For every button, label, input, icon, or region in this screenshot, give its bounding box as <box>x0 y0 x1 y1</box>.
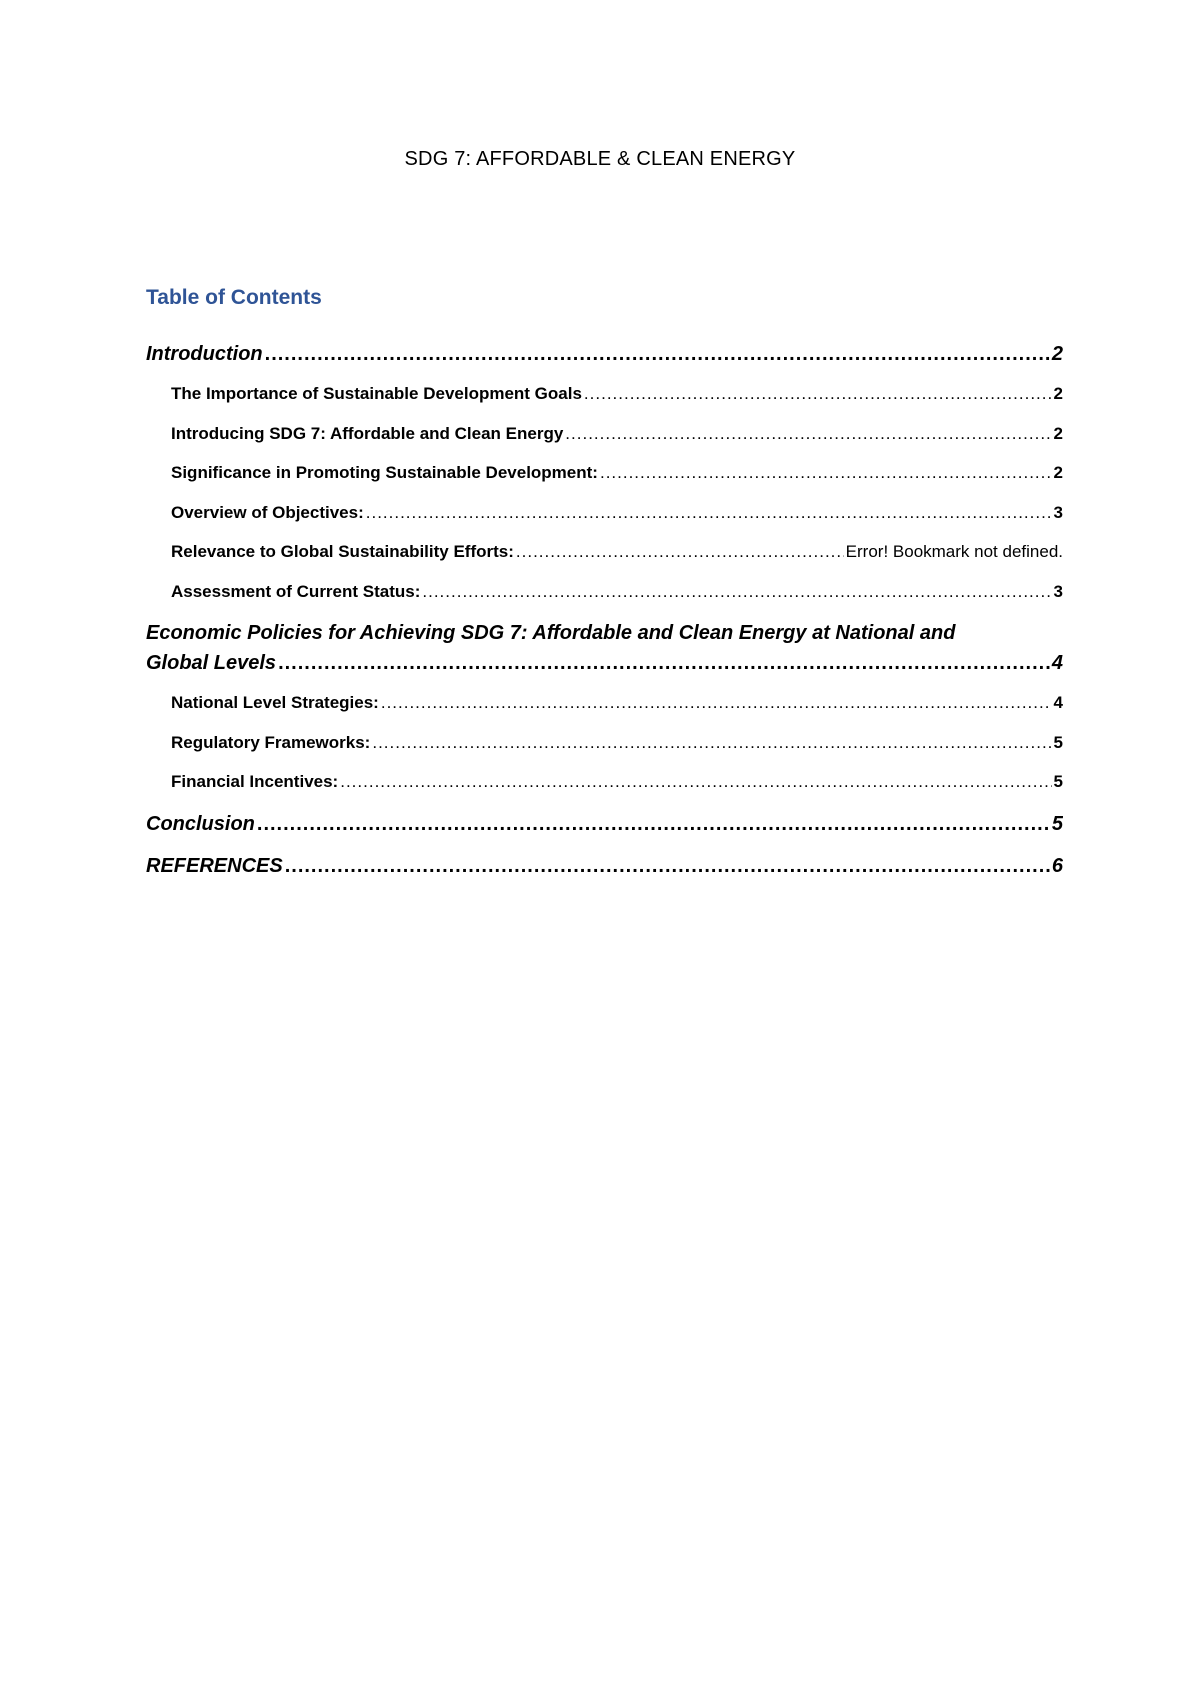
toc-leader <box>257 810 1050 838</box>
toc-leader <box>565 422 1051 446</box>
toc-leader <box>422 580 1051 604</box>
toc-entry-label: Introduction <box>146 343 263 365</box>
toc-page-number: 3 <box>1053 502 1063 522</box>
toc-entry-assessment[interactable] <box>146 580 1063 620</box>
toc-entry-label: National Level Strategies: <box>171 693 379 712</box>
toc-page-number: 4 <box>1051 652 1063 674</box>
toc-entry-label: Financial Incentives: <box>171 772 339 791</box>
toc-heading: Table of Contents <box>146 286 322 309</box>
toc-page-number: 4 <box>1053 693 1063 712</box>
toc-leader <box>340 770 1051 794</box>
toc-leader <box>265 340 1050 368</box>
toc-entry-regulatory-frameworks[interactable] <box>146 731 1063 771</box>
toc-entry-references[interactable] <box>146 852 1063 894</box>
toc-entry-conclusion[interactable] <box>146 810 1063 852</box>
toc-leader <box>381 691 1052 715</box>
toc-entry-label: Regulatory Frameworks: <box>171 732 371 752</box>
toc-entry-financial-incentives[interactable] <box>146 770 1063 810</box>
toc-leader <box>278 649 1050 677</box>
toc-page-number: 2 <box>1051 343 1063 365</box>
toc-entry-significance[interactable] <box>146 461 1063 501</box>
toc-entry-relevance[interactable] <box>146 540 1063 580</box>
toc-entry-label: REFERENCES <box>146 854 283 877</box>
toc-entry-label: Introducing SDG 7: Affordable and Clean Energy <box>171 423 564 443</box>
toc-entry-label: Economic Policies for Achieving SDG 7: Affordable and Clean Energy at National and <box>146 622 956 644</box>
toc-bookmark-error: Error! Bookmark not defined. <box>845 542 1063 561</box>
toc-leader <box>366 501 1052 525</box>
table-of-contents <box>146 340 1063 894</box>
toc-page-number: 2 <box>1053 384 1063 403</box>
toc-page-number: 5 <box>1051 812 1063 835</box>
toc-entry-label: Relevance to Global Sustainability Efforts: <box>171 542 514 561</box>
toc-entry-introducing-sdg7[interactable] <box>146 422 1063 462</box>
toc-entry-importance-of-sdgs[interactable] <box>146 382 1063 422</box>
toc-entry-overview-objectives[interactable] <box>146 501 1063 541</box>
toc-entry-label: Overview of Objectives: <box>171 502 364 522</box>
toc-leader <box>584 382 1052 406</box>
toc-page-number: 2 <box>1053 423 1063 443</box>
toc-entry-national-strategies[interactable] <box>146 691 1063 731</box>
toc-leader <box>372 731 1051 755</box>
toc-leader <box>600 461 1052 485</box>
toc-page-number: 2 <box>1053 463 1063 482</box>
toc-entry-label: Conclusion <box>146 812 255 835</box>
toc-page-number: 5 <box>1053 772 1063 791</box>
toc-entry-economic-policies[interactable] <box>146 649 1063 691</box>
toc-entry-label: Global Levels <box>146 652 277 674</box>
toc-entry-introduction[interactable] <box>146 340 1063 382</box>
toc-entry-label: The Importance of Sustainable Development Goals <box>171 384 582 403</box>
toc-entry-economic-policies-line1[interactable] <box>146 619 1063 649</box>
toc-entry-label: Assessment of Current Status: <box>171 581 421 601</box>
toc-leader <box>516 540 844 564</box>
toc-leader <box>285 852 1050 880</box>
toc-page-number: 5 <box>1053 732 1063 752</box>
toc-page-number: 6 <box>1051 854 1063 877</box>
document-title: SDG 7: AFFORDABLE & CLEAN ENERGY <box>404 148 796 170</box>
toc-page-number: 3 <box>1053 581 1063 601</box>
toc-entry-label: Significance in Promoting Sustainable Development: <box>171 463 598 482</box>
